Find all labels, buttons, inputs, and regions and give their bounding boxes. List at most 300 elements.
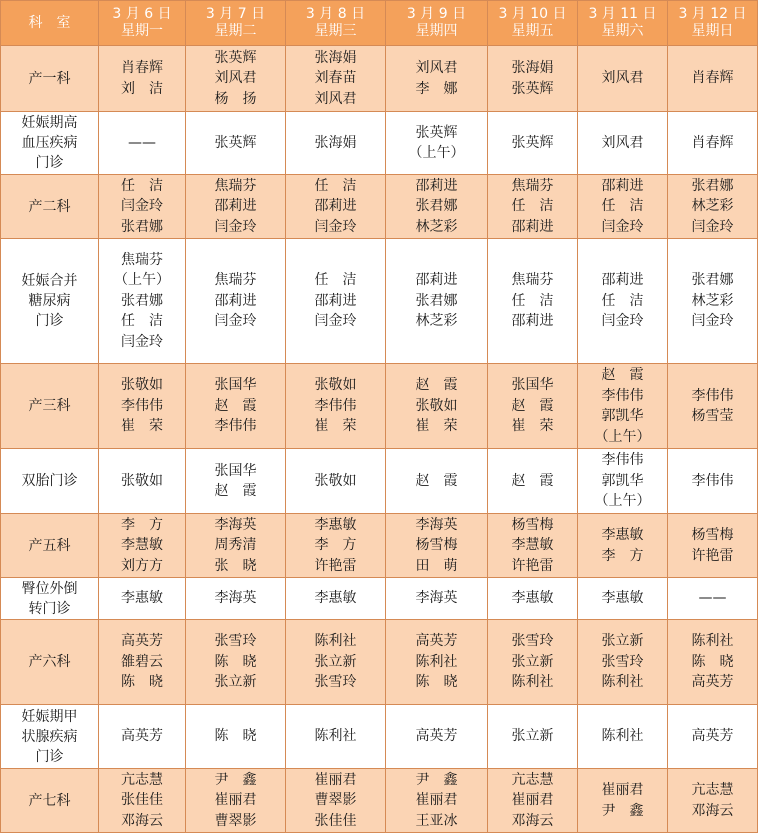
doctor-name: 肖春辉 — [691, 134, 734, 151]
schedule-cell — [186, 769, 286, 833]
doctor-name: 张君娜 — [121, 292, 163, 309]
day-date: 3 月 11 日 — [588, 6, 657, 22]
doctor-name: 张海娟 — [314, 49, 357, 66]
doctor-name: 任 洁 — [511, 292, 554, 309]
doctor-name: 刘风君 — [214, 70, 257, 87]
doctor-name: 林芝彩 — [415, 313, 458, 330]
schedule-cell — [186, 175, 286, 239]
schedule-cell — [668, 514, 758, 578]
doctor-name: 李 娜 — [415, 80, 458, 97]
dept-header-label: 科 室 — [28, 14, 71, 31]
doctor-name: 任 洁 — [511, 198, 554, 215]
dept-name-line: 臀位外倒 — [21, 580, 78, 597]
doctor-name: 杨雪梅 — [415, 537, 458, 554]
schedule-cell — [186, 449, 286, 514]
schedule-cell — [668, 46, 758, 112]
doctor-name: 王亚冰 — [415, 812, 458, 829]
doctor-name: 闫金玲 — [601, 313, 644, 330]
schedule-cell — [286, 364, 386, 449]
schedule-cell — [99, 578, 186, 620]
dept-name-line: 糖尿病 — [28, 293, 71, 309]
doctor-name: 杨雪莹 — [691, 408, 734, 424]
doctor-name: 邵莉进 — [214, 292, 257, 309]
table-row — [1, 46, 758, 112]
doctor-name: 李海英 — [415, 590, 458, 607]
doctor-name: 郭凯华 — [601, 408, 644, 424]
doctor-name: 陈利社 — [691, 633, 734, 650]
schedule-cell — [578, 175, 668, 239]
schedule-cell — [578, 364, 668, 449]
dept-name-line: 产五科 — [28, 537, 71, 554]
schedule-cell — [186, 705, 286, 769]
schedule-cell — [578, 705, 668, 769]
doctor-name: 崔丽君 — [214, 792, 257, 809]
dept-cell — [1, 769, 99, 833]
doctor-name: 焦瑞芬 — [214, 177, 257, 194]
doctor-name: 李惠敏 — [601, 590, 644, 607]
schedule-cell — [186, 620, 286, 705]
table-row — [1, 364, 758, 449]
doctor-name: （上午） — [114, 272, 170, 289]
schedule-cell — [99, 620, 186, 705]
doctor-name: 李慧敏 — [121, 537, 163, 554]
schedule-cell — [286, 705, 386, 769]
schedule-cell — [668, 620, 758, 705]
day-weekday: 星期五 — [511, 23, 554, 39]
doctor-name: 张 晓 — [214, 557, 257, 574]
doctor-name: 张海娟 — [314, 134, 357, 151]
doctor-name: —— — [128, 134, 156, 151]
doctor-name: 张立新 — [214, 674, 257, 691]
schedule-cell — [99, 514, 186, 578]
column-header-dept — [1, 1, 99, 46]
doctor-name: 张英辉 — [511, 80, 554, 97]
day-weekday: 星期二 — [214, 23, 257, 39]
schedule-cell — [286, 514, 386, 578]
doctor-name: 林芝彩 — [691, 198, 734, 215]
schedule-cell — [286, 620, 386, 705]
doctor-name: 张君娜 — [691, 272, 734, 289]
schedule-cell — [578, 514, 668, 578]
doctor-name: 刘 洁 — [121, 80, 163, 97]
schedule-cell — [99, 705, 186, 769]
doctor-name: 张立新 — [314, 653, 357, 670]
doctor-name: 赵 霞 — [214, 483, 257, 499]
doctor-name: 陈 晓 — [691, 653, 734, 670]
doctor-name: 张敬如 — [314, 472, 357, 489]
doctor-name: 崔 荣 — [415, 418, 458, 435]
doctor-name: 李惠敏 — [314, 516, 357, 533]
schedule-cell — [286, 46, 386, 112]
day-date: 3 月 10 日 — [498, 6, 567, 22]
schedule-cell — [386, 239, 488, 364]
doctor-name: 田 萌 — [415, 557, 458, 574]
doctor-name: 邵莉进 — [314, 198, 357, 215]
doctor-name: 高英芳 — [415, 728, 458, 745]
schedule-cell — [186, 578, 286, 620]
schedule-cell — [386, 705, 488, 769]
doctor-name: 刘春苗 — [314, 70, 357, 87]
doctor-name: 陈利社 — [415, 653, 458, 670]
schedule-cell — [386, 578, 488, 620]
dept-name-line: 状腺疾病 — [21, 728, 78, 745]
doctor-name: 闫金玲 — [121, 198, 163, 215]
schedule-cell — [286, 578, 386, 620]
schedule-cell — [488, 705, 578, 769]
schedule-cell — [99, 175, 186, 239]
doctor-name: 崔 荣 — [314, 418, 357, 435]
schedule-cell — [668, 239, 758, 364]
schedule-cell — [186, 46, 286, 112]
doctor-name: 肖春辉 — [691, 70, 734, 87]
doctor-name: 曹翠影 — [314, 792, 357, 809]
schedule-cell — [99, 239, 186, 364]
doctor-name: 张立新 — [601, 633, 644, 650]
schedule-cell — [286, 112, 386, 175]
schedule-cell — [668, 578, 758, 620]
doctor-name: 邵莉进 — [511, 313, 554, 330]
doctor-name: 陈利社 — [314, 633, 357, 650]
doctor-name: 高英芳 — [121, 633, 163, 650]
dept-name-line: 妊娠期甲 — [21, 708, 78, 725]
doctor-name: 刘风君 — [415, 60, 458, 76]
day-weekday: 星期四 — [415, 23, 458, 39]
doctor-name: 高英芳 — [691, 674, 734, 691]
schedule-cell — [488, 239, 578, 364]
doctor-name: 张立新 — [511, 728, 554, 745]
schedule-cell — [386, 112, 488, 175]
day-weekday: 星期六 — [601, 23, 644, 39]
doctor-name: 李伟伟 — [314, 397, 357, 414]
schedule-cell — [578, 239, 668, 364]
doctor-name: 赵 霞 — [601, 367, 644, 383]
doctor-name: 刘风君 — [314, 90, 357, 107]
schedule-cell — [488, 364, 578, 449]
doctor-name: 邵莉进 — [601, 177, 644, 194]
doctor-name: 林芝彩 — [415, 218, 458, 235]
doctor-name: 李伟伟 — [601, 387, 644, 404]
day-date: 3 月 6 日 — [112, 6, 172, 22]
doctor-name: 陈 晓 — [214, 728, 257, 745]
doctor-name: 尹 鑫 — [214, 771, 257, 788]
doctor-name: 高英芳 — [121, 728, 163, 745]
doctor-name: 陈 晓 — [121, 674, 163, 691]
dept-name-line: 产三科 — [28, 398, 71, 414]
doctor-name: 李伟伟 — [121, 397, 163, 414]
table-row — [1, 175, 758, 239]
doctor-name: 周秀清 — [214, 537, 257, 554]
schedule-cell — [99, 364, 186, 449]
table-row — [1, 449, 758, 514]
dept-name-line: 门诊 — [35, 313, 64, 329]
doctor-name: 崔丽君 — [601, 782, 644, 798]
schedule-cell — [668, 364, 758, 449]
doctor-name: 崔 荣 — [121, 418, 163, 435]
doctor-name: 邵莉进 — [415, 177, 458, 194]
doctor-name: 李惠敏 — [314, 590, 357, 607]
doctor-name: 刘方方 — [121, 557, 163, 574]
doctor-name: 张君娜 — [121, 218, 163, 235]
dept-cell — [1, 364, 99, 449]
schedule-cell — [668, 112, 758, 175]
schedule-cell — [488, 620, 578, 705]
doctor-name: 赵 霞 — [415, 377, 458, 394]
doctor-name: 张敬如 — [121, 472, 163, 489]
dept-name-line: 产二科 — [28, 198, 71, 215]
schedule-cell — [488, 514, 578, 578]
doctor-name: 张英辉 — [511, 134, 554, 151]
dept-name-line: 转门诊 — [28, 600, 71, 617]
doctor-name: 邓海云 — [511, 812, 554, 829]
doctor-name: 张雪玲 — [511, 633, 554, 650]
doctor-name: 张国华 — [214, 462, 257, 479]
doctor-name: 李伟伟 — [214, 418, 257, 435]
schedule-cell — [578, 769, 668, 833]
doctor-name: 闫金玲 — [691, 313, 734, 330]
schedule-cell — [488, 46, 578, 112]
doctor-name: 张君娜 — [415, 198, 458, 215]
table-row — [1, 705, 758, 769]
dept-name-line: 产七科 — [28, 792, 71, 809]
doctor-name: 任 洁 — [601, 198, 644, 215]
doctor-name: 李海英 — [415, 516, 458, 533]
doctor-name: 张国华 — [511, 377, 554, 394]
day-weekday: 星期一 — [121, 23, 163, 39]
doctor-name: 林芝彩 — [691, 292, 734, 309]
doctor-name: 刘风君 — [601, 70, 644, 87]
schedule-cell — [578, 620, 668, 705]
doctor-name: 曹翠影 — [214, 812, 257, 829]
table-row — [1, 578, 758, 620]
doctor-name: 张佳佳 — [314, 812, 357, 829]
schedule-cell — [286, 175, 386, 239]
doctor-name: 尹 鑫 — [601, 802, 644, 819]
doctor-name: 刘风君 — [601, 134, 644, 151]
dept-cell — [1, 620, 99, 705]
doctor-name: 焦瑞芬 — [121, 251, 163, 268]
doctor-name: 亢志慧 — [121, 771, 163, 788]
doctor-name: 陈 晓 — [415, 674, 458, 691]
doctor-name: 焦瑞芬 — [214, 272, 257, 289]
schedule-cell — [99, 449, 186, 514]
doctor-name: 崔丽君 — [415, 792, 458, 809]
doctor-name: 李慧敏 — [511, 537, 554, 554]
schedule-cell — [386, 175, 488, 239]
dept-name-line: 产一科 — [28, 70, 71, 87]
doctor-name: （上午） — [594, 493, 651, 510]
schedule-cell — [386, 769, 488, 833]
schedule-cell — [578, 112, 668, 175]
doctor-name: 任 洁 — [601, 292, 644, 309]
schedule-cell — [386, 620, 488, 705]
column-header-day — [488, 1, 578, 46]
schedule-cell — [186, 239, 286, 364]
doctor-name: 焦瑞芬 — [511, 177, 554, 194]
schedule-cell — [186, 112, 286, 175]
schedule-cell — [578, 449, 668, 514]
day-date: 3 月 12 日 — [678, 6, 747, 22]
column-header-day — [286, 1, 386, 46]
schedule-cell — [186, 514, 286, 578]
doctor-name: 许艳雷 — [691, 547, 734, 564]
schedule-cell — [488, 769, 578, 833]
doctor-name: 杨 扬 — [214, 90, 257, 107]
doctor-name: 张君娜 — [691, 177, 734, 194]
doctor-name: 李惠敏 — [121, 590, 163, 607]
doctor-name: 许艳雷 — [511, 557, 554, 574]
doctor-name: 赵 霞 — [511, 472, 554, 489]
schedule-cell — [578, 46, 668, 112]
doctor-name: 邓海云 — [691, 802, 734, 819]
doctor-name: 高英芳 — [415, 633, 458, 650]
dept-cell — [1, 705, 99, 769]
schedule-cell — [286, 769, 386, 833]
schedule-cell — [386, 364, 488, 449]
doctor-name: 张敬如 — [314, 377, 357, 394]
doctor-name: 李惠敏 — [511, 590, 554, 607]
dept-name-line: 血压疾病 — [21, 135, 78, 151]
doctor-name: 李伟伟 — [691, 387, 734, 404]
doctor-name: 赵 霞 — [214, 397, 257, 414]
doctor-name: 崔 荣 — [511, 418, 554, 435]
doctor-name: 张敬如 — [415, 397, 458, 414]
schedule-cell — [668, 449, 758, 514]
doctor-name: 许艳雷 — [314, 557, 357, 574]
doctor-name: 张雪玲 — [214, 633, 257, 650]
schedule-cell — [286, 449, 386, 514]
doctor-name: 李海英 — [214, 516, 257, 533]
doctor-name: 张立新 — [511, 653, 554, 670]
doctor-name: 任 洁 — [121, 313, 163, 330]
dept-cell — [1, 46, 99, 112]
doctor-name: 雒碧云 — [121, 653, 163, 670]
doctor-name: 陈利社 — [601, 674, 644, 691]
schedule-cell — [386, 514, 488, 578]
doctor-name: 陈利社 — [511, 674, 554, 691]
schedule-cell — [578, 578, 668, 620]
dept-name-line: 妊娠合并 — [21, 273, 78, 289]
doctor-name: 闫金玲 — [601, 218, 644, 235]
doctor-name: 邵莉进 — [601, 272, 644, 289]
dept-name-line: 门诊 — [35, 748, 64, 765]
schedule-cell — [668, 769, 758, 833]
dept-cell — [1, 449, 99, 514]
doctor-name: 李 方 — [314, 537, 357, 554]
doctor-name: 张佳佳 — [121, 792, 163, 809]
dept-cell — [1, 239, 99, 364]
schedule-cell — [99, 46, 186, 112]
doctor-name: 尹 鑫 — [415, 771, 458, 788]
doctor-name: 闫金玲 — [691, 218, 734, 235]
doctor-name: 闫金玲 — [214, 218, 257, 235]
doctor-name: 张君娜 — [415, 292, 458, 309]
dept-cell — [1, 175, 99, 239]
doctor-name: 张英辉 — [214, 49, 257, 66]
doctor-name: 邵莉进 — [314, 292, 357, 309]
schedule-cell — [386, 46, 488, 112]
doctor-name: 李伟伟 — [601, 452, 644, 469]
doctor-name: 张英辉 — [214, 134, 257, 151]
schedule-cell — [186, 364, 286, 449]
doctor-name: 张雪玲 — [601, 653, 644, 670]
schedule-cell — [488, 112, 578, 175]
schedule-cell — [488, 578, 578, 620]
doctor-name: 闫金玲 — [314, 218, 357, 235]
doctor-name: —— — [698, 590, 727, 607]
column-header-day — [578, 1, 668, 46]
doctor-name: 崔丽君 — [511, 792, 554, 809]
dept-name-line: 产六科 — [28, 654, 71, 670]
doctor-name: 闫金玲 — [314, 313, 357, 330]
doctor-name: 李海英 — [214, 590, 257, 607]
doctor-name: 李惠敏 — [601, 527, 644, 543]
doctor-name: 张雪玲 — [314, 674, 357, 691]
dept-name-line: 双胎门诊 — [21, 473, 78, 489]
doctor-name: 邓海云 — [121, 812, 163, 829]
doctor-name: 任 洁 — [121, 177, 163, 194]
doctor-name: （上午） — [594, 428, 651, 445]
doctor-name: 李伟伟 — [691, 472, 734, 489]
schedule-cell — [668, 175, 758, 239]
schedule-cell — [386, 449, 488, 514]
doctor-name: 崔丽君 — [314, 771, 357, 788]
doctor-name: 闫金玲 — [214, 313, 257, 330]
schedule-cell — [99, 769, 186, 833]
doctor-name: 陈利社 — [601, 728, 644, 745]
doctor-name: 高英芳 — [691, 728, 734, 745]
schedule-cell — [99, 112, 186, 175]
doctor-name: 赵 霞 — [511, 397, 554, 414]
doctor-name: 邵莉进 — [511, 218, 554, 235]
schedule-cell — [488, 449, 578, 514]
doctor-name: 邵莉进 — [214, 198, 257, 215]
doctor-name: 张国华 — [214, 377, 257, 394]
doctor-name: 邵莉进 — [415, 272, 458, 289]
doctor-name: 张敬如 — [121, 377, 163, 394]
doctor-name: 李 方 — [601, 547, 644, 564]
doctor-name: 肖春辉 — [121, 60, 163, 76]
day-date: 3 月 7 日 — [205, 6, 266, 22]
doctor-name: 赵 霞 — [415, 472, 458, 489]
day-date: 3 月 9 日 — [406, 6, 467, 22]
schedule-cell — [668, 705, 758, 769]
doctor-name: 亢志慧 — [511, 771, 554, 788]
dept-name-line: 妊娠期高 — [21, 115, 78, 131]
table-row — [1, 769, 758, 833]
doctor-name: 杨雪梅 — [691, 527, 734, 543]
doctor-name: 张英辉 — [415, 124, 458, 141]
doctor-name: 郭凯华 — [601, 472, 644, 489]
column-header-day — [668, 1, 758, 46]
doctor-name: 陈利社 — [314, 728, 357, 745]
doctor-name: 陈 晓 — [214, 653, 257, 670]
table-row — [1, 239, 758, 364]
doctor-name: （上午） — [408, 145, 465, 161]
dept-name-line: 门诊 — [35, 155, 64, 171]
doctor-name: 亢志慧 — [691, 782, 734, 798]
table-row — [1, 112, 758, 175]
dept-cell — [1, 578, 99, 620]
column-header-day — [386, 1, 488, 46]
schedule-body — [1, 46, 758, 833]
doctor-name: 李 方 — [121, 516, 163, 533]
doctor-name: 杨雪梅 — [511, 516, 554, 533]
dept-cell — [1, 112, 99, 175]
schedule-cell — [488, 175, 578, 239]
column-header-day — [186, 1, 286, 46]
day-weekday: 星期日 — [691, 23, 734, 39]
doctor-name: 焦瑞芬 — [511, 272, 554, 289]
